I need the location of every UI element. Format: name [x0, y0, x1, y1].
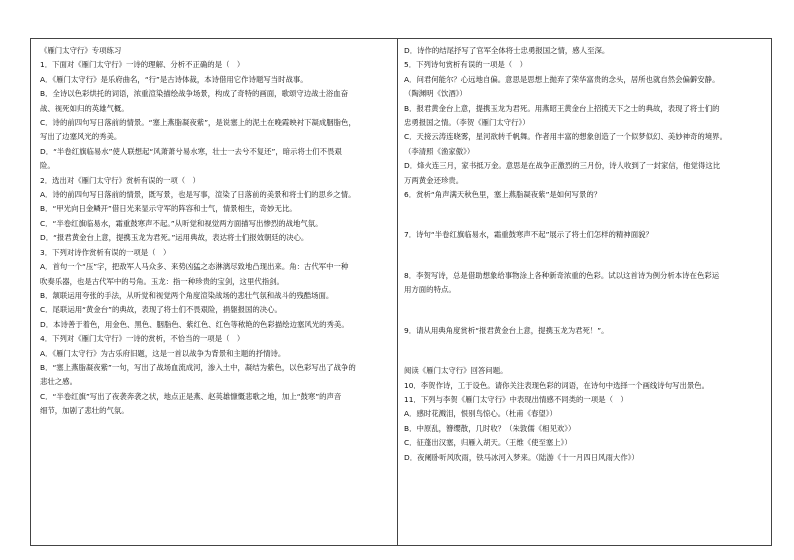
question-2-stem: 2．选出对《雁门太守行》赏析有误的一项（ ） [40, 175, 200, 185]
question-5-option-d: D．烽火连三月，家书抵万金。意思是在战争正激烈的三月份，诗人收到了一封家信，他觉得这比 [404, 161, 721, 171]
answer-space-8 [404, 298, 764, 324]
reading-prompt: 阅读《雁门太守行》回答问题。 [404, 366, 508, 376]
question-5-option-d-cont: 万两黄金还珍贵。 [404, 175, 464, 185]
question-4-option-a: A．《雁门太守行》为古乐府旧题，这是一首以战争为背景和主题的抒情诗。 [40, 348, 286, 358]
document-title: 《雁门太守行》专项练习 [40, 46, 122, 55]
question-4-option-c-cont: 细节，加剧了悲壮的气氛。 [40, 406, 129, 416]
question-2-option-b: B．“甲光向日金鳞开”借日光来显示守军的阵容和士气，情景相生，奇妙无比。 [40, 204, 297, 214]
question-1-option-d-cont: 险。 [40, 161, 55, 171]
question-2-option-c: C．“半卷红旗临易水，霜重鼓寒声不起。”从听觉和视觉两方面描写出惨烈的战地气氛。 [40, 218, 323, 228]
question-3-option-d: D．本诗善于着色，用金色、黑色、胭脂色、紫红色、红色等秾艳的色彩描绘边塞风光的秀美。 [40, 319, 349, 329]
question-2-option-a: A．诗的前四句写日落前的情景，既写景，也是写事，渲染了日落前的美景和将士们的思乡之情。 [40, 190, 356, 200]
question-11-option-c: C．征蓬出汉塞，归雁入胡天。（王维《使至塞上》） [404, 438, 572, 448]
question-9: 9．请从用典角度赏析“报君黄金台上意，提携玉龙为君死！”。 [404, 325, 609, 335]
question-1-option-b: B．全诗以色彩烘托的词语，浓重渲染描绘战争场景，构成了奇特的画面，歌颂守边战士浴血奋 [40, 89, 349, 99]
answer-space-9 [404, 338, 764, 364]
question-4-option-d: D．诗作的结尾抒写了官军全体将士忠勇报国之情，感人至深。 [404, 46, 610, 55]
question-5-option-a: A．问君何能尔？心远地自偏。意思是思想上抛弃了荣华富贵的念头，居所也就自然会偏僻安静。 [404, 74, 720, 84]
question-5-option-b-cont: 忠勇报国之情。（李贺《雁门太守行》） [404, 118, 530, 128]
question-11-stem: 11．下列与李贺《雁门太守行》中表现出情感不同类的一项是（ ） [404, 394, 628, 404]
question-5-option-a-cont: （陶渊明《饮酒》） [404, 89, 467, 99]
question-3-option-a: A．首句一个“压”字，把敌军人马众多、来势凶猛之态淋漓尽致地凸现出来。角：古代军中一种 [40, 262, 349, 272]
question-5-option-c: C．天接云涛连晓雾，星河欲转千帆舞。作者用丰富的想象创造了一个似梦似幻、美妙神奇的境界。 [404, 132, 727, 142]
question-8: 8．李贺写诗，总是借助想象给事物涂上各种新奇浓重的色彩。试以这首诗为例分析本诗在色彩运 [404, 270, 720, 280]
right-column [404, 44, 764, 465]
question-4-option-b-cont: 悲壮之感。 [40, 377, 77, 387]
question-6: 6．赏析“角声满天秋色里，塞上燕脂凝夜紫”是如何写景的？ [404, 190, 602, 200]
question-1-option-d: D．“半卷红旗临易水”使人联想起“风萧萧兮易水寒，壮士一去兮不复还”，暗示将士们不畏艰 [40, 146, 342, 156]
question-3-option-a-cont: 吹奏乐器，也是古代军中的号角。玉龙：指一种珍贵的宝剑，这里代指剑。 [40, 276, 284, 286]
question-3-option-c: C．尾联运用“黄金台”的典故，表现了将士们不畏艰险，捐躯报国的决心。 [40, 305, 282, 315]
question-5-option-c-cont: （李清照《渔家傲》） [404, 146, 475, 156]
question-4-option-b: B．“塞上燕脂凝夜紫”一句，写出了战场血流成河，渗入土中，凝结为紫色，以色彩写出了战争的 [40, 362, 356, 372]
question-10: 10．李贺作诗，工于设色。请你关注表现色彩的词语，在诗句中选择一个画线诗句写出景色。 [404, 380, 710, 390]
question-1-option-c-cont: 写出了边塞风光的秀美。 [40, 132, 122, 142]
question-3-option-b: B．颔联运用夸张的手法，从听觉和视觉两个角度渲染战场的悲壮气氛和战斗的残酷场面。 [40, 290, 334, 300]
question-5-option-b: B．报君黄金台上意，提携玉龙为君死。用燕昭王黄金台上招揽天下之士的典故，表现了将士们的 [404, 103, 720, 113]
answer-space-7 [404, 243, 764, 269]
question-1-option-b-cont: 战、视死如归的英雄气概。 [40, 103, 129, 113]
question-4-option-c: C．“半卷红旗”写出了夜袭奔袭之状，地点正是燕、赵英雄慷慨悲歌之地，加上“鼓寒”的声音 [40, 391, 342, 401]
question-8-cont: 用方面的特点。 [404, 285, 456, 295]
question-11-option-a: A．感时花溅泪，恨别鸟惊心。（杜甫《春望》） [404, 409, 557, 419]
question-11-option-b: B．中原乱，簪缨散，几时收？（朱敦儒《相见欢》） [404, 423, 576, 433]
question-2-option-d: D．“报君黄金台上意，提携玉龙为君死。”运用典故，表达将士们报效朝廷的决心。 [40, 233, 309, 243]
answer-space-6 [404, 202, 764, 228]
question-4-stem: 4．下列对《雁门太守行》一诗的赏析，不恰当的一项是（ ） [40, 334, 245, 344]
question-11-option-d: D．夜阑卧听风吹雨，铁马冰河入梦来。（陆游《十一月四日风雨大作》） [404, 452, 639, 462]
column-divider [397, 38, 398, 546]
question-1-stem: 1．下面对《雁门太守行》一诗的理解、分析不正确的是（ ） [40, 60, 245, 70]
question-1-option-c: C．诗的前四句写日落前的情景。“塞上燕脂凝夜紫”，是说塞上的泥土在晚霞映衬下凝成胭脂色， [40, 118, 356, 128]
left-column [40, 44, 390, 419]
question-1-option-a: A．《雁门太守行》是乐府曲名，“行”是古诗体裁，本诗借用它作诗题写当时战事。 [40, 74, 308, 84]
question-7: 7．诗句“半卷红旗临易水，霜重鼓寒声不起”展示了将士们怎样的精神面貌？ [404, 230, 653, 240]
question-5-stem: 5．下列诗句赏析有误的一项是（ ） [404, 60, 527, 70]
question-3-stem: 3．下列对诗作赏析有误的一项是（ ） [40, 247, 171, 257]
